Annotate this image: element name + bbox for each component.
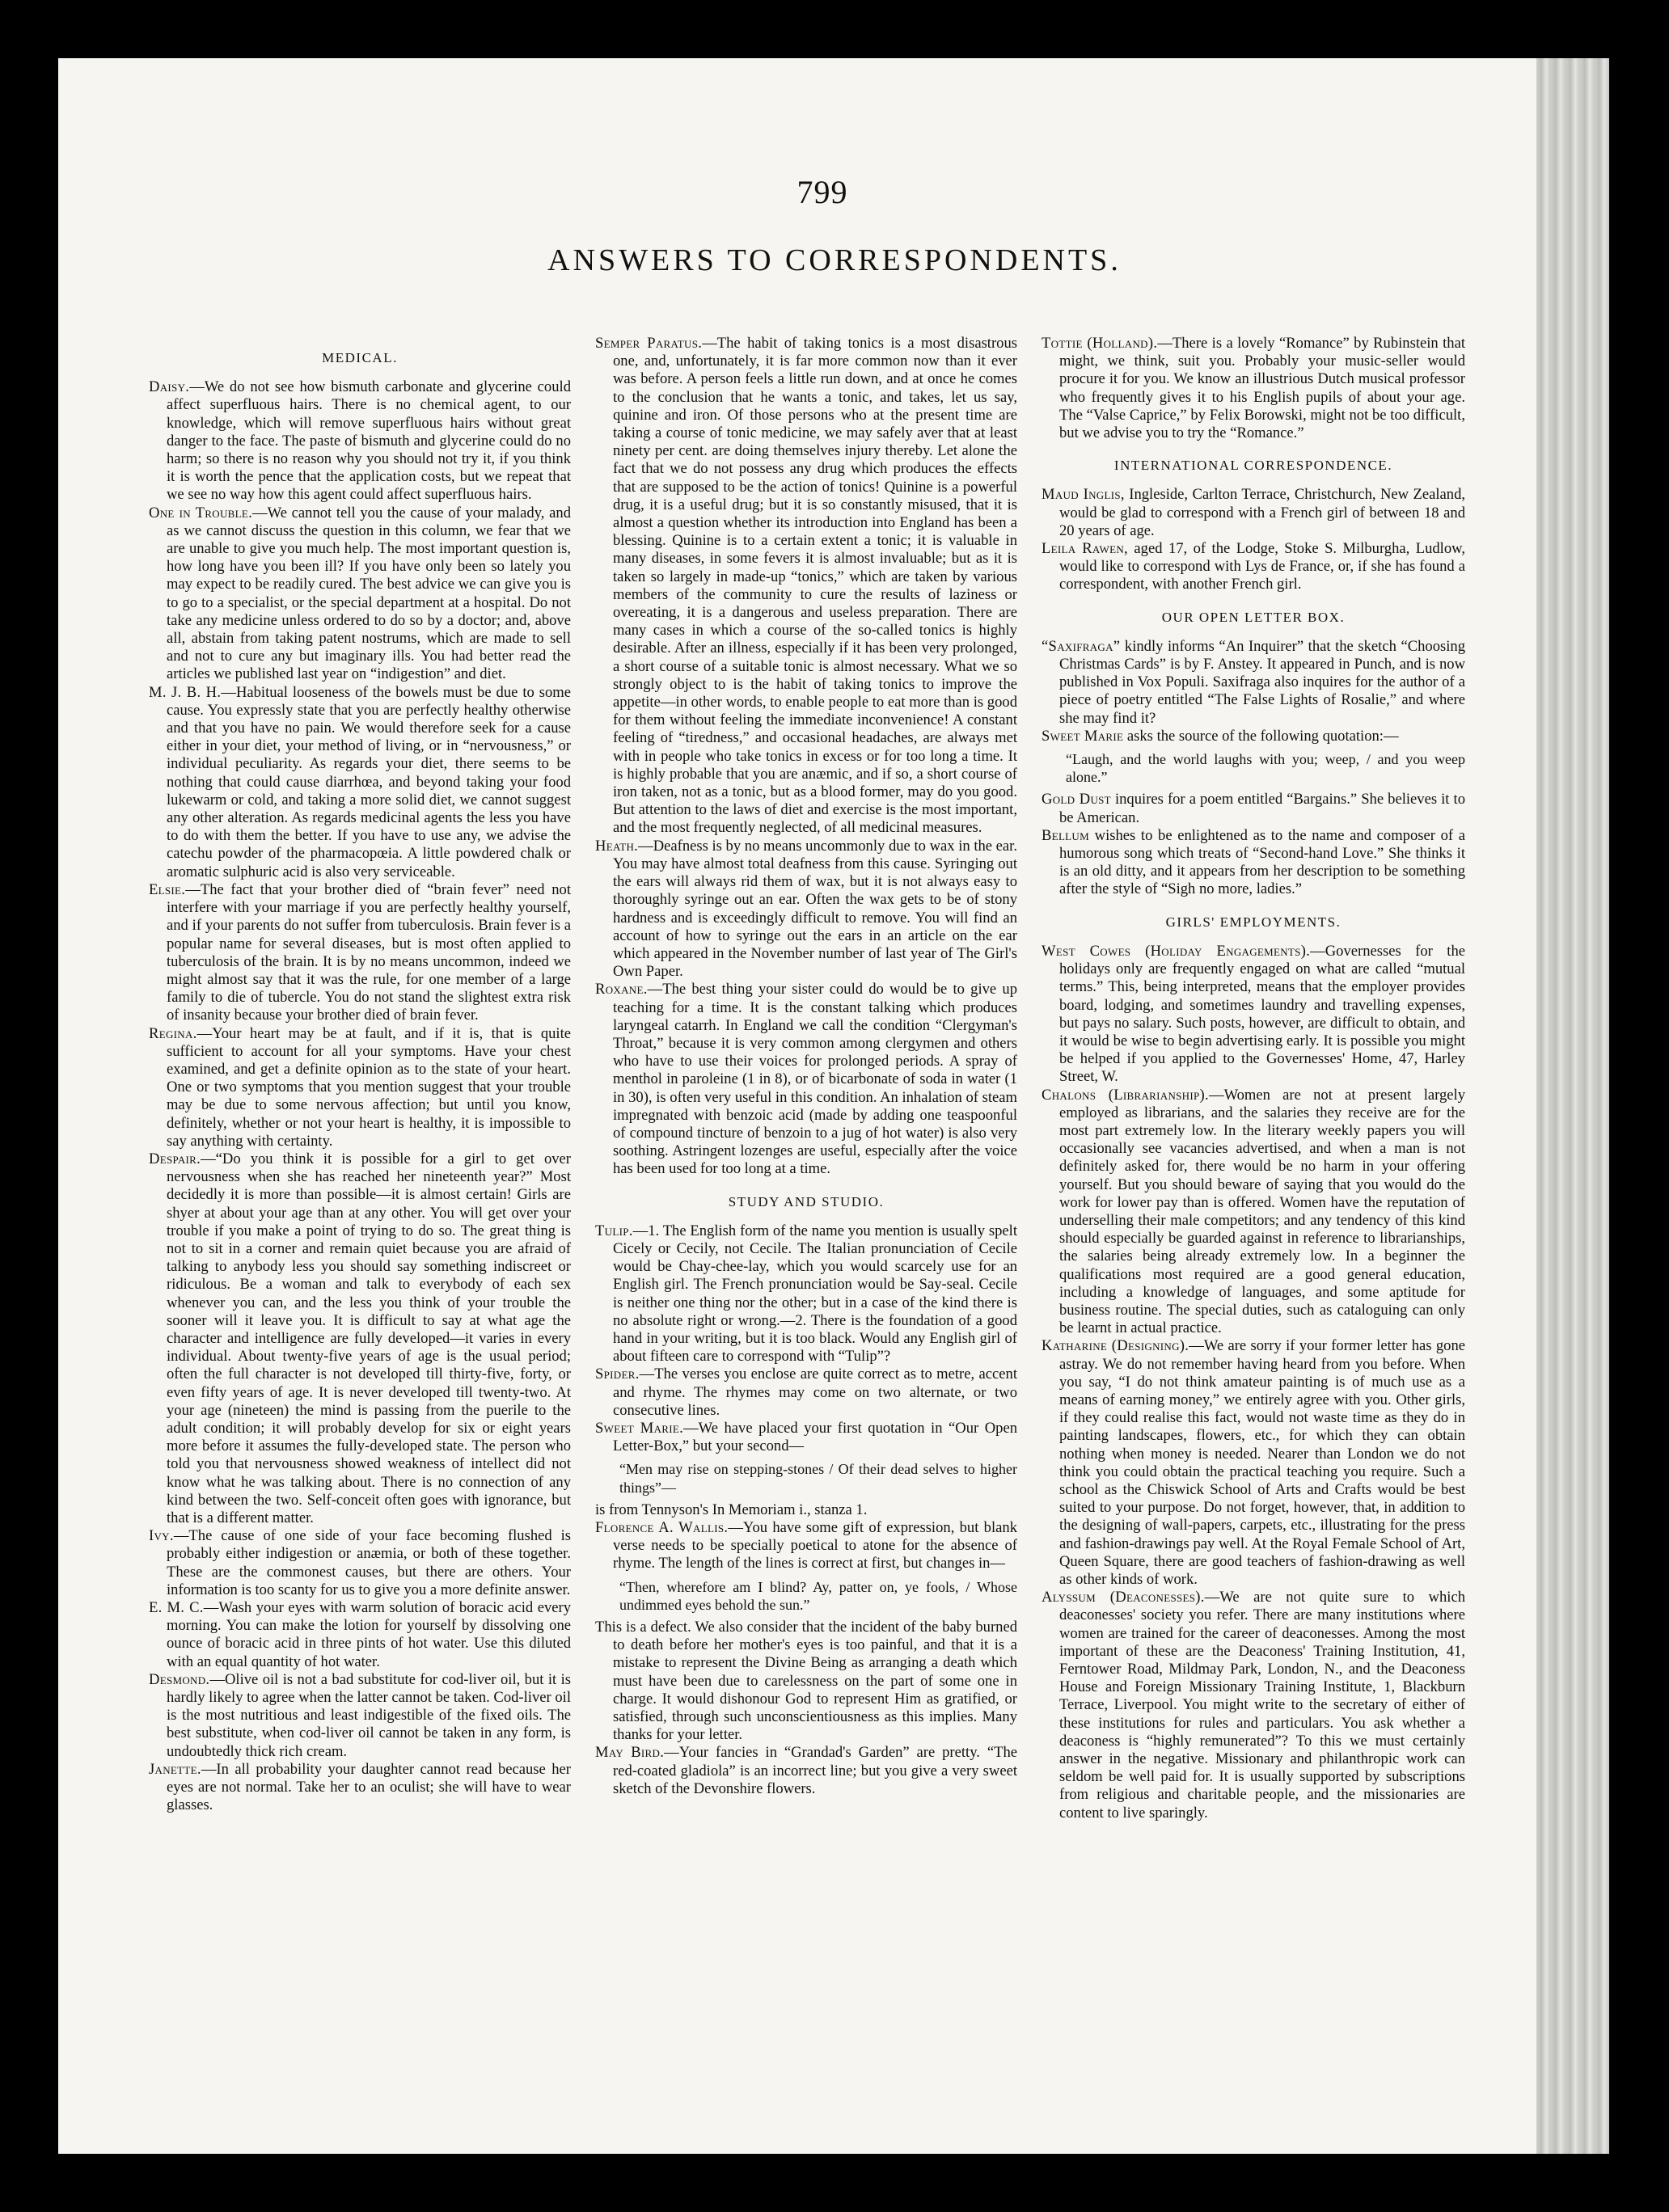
correspondent-name: Florence A. Wallis. [595,1519,729,1536]
page-edges [1536,58,1609,2154]
section-heading-study: STUDY AND STUDIO. [728,1193,885,1209]
answer-entry [1042,540,1465,594]
answer-entry [595,838,1017,981]
answer-entry [1042,1337,1465,1589]
answer-entry [595,1222,1017,1366]
column-3 [1042,335,1465,1822]
answer-text: wishes to be enlightened as to the name and composer of a humorous song which treats of “Second-hand Love.” She thinks it is an old ditty, and it appears from her description to be something after the style of “Sigh no more, ladies.” [1059,826,1465,898]
correspondent-name: Roxane. [595,981,648,998]
section-heading-letter-box: OUR OPEN LETTER BOX. [1161,609,1346,625]
answer-entry [1042,728,1465,745]
correspondent-name: Bellum [1042,826,1089,844]
correspondent-name: West Cowes (Holiday Engagements). [1042,942,1311,960]
correspondent-name: One in Trouble. [149,504,253,521]
answer-entry [1042,486,1465,540]
correspondent-name: M. J. B. H. [149,683,222,701]
correspondent-name: Despair. [149,1150,201,1167]
quotation: “Laugh, and the world laughs with you; weep, / and you weep alone.” [1066,751,1465,786]
answer-text: —The cause of one side of your face becoming flushed is probably either indigestion or anæmia, or both of these together. These are the commonest causes, but there are others. Your information is too scanty for us to give you a more definite answer. [167,1527,571,1598]
answer-entry [1042,638,1465,728]
answer-entry [595,335,1017,838]
answer-entry [149,1025,571,1150]
correspondent-name: Sweet Marie [1042,727,1124,745]
answer-entry [149,1527,571,1599]
answer-entry [149,1150,571,1527]
correspondent-name: Tottie (Holland). [1042,335,1158,352]
answer-text: asks the source of the following quotation:— [1123,727,1399,745]
answer-text: —We do not see how bismuth carbonate and glycerine could affect superfluous hairs. There is no chemical agent, to our knowledge, which will remove superfluous hairs without great danger to the face. The paste of bismuth and glycerine could do no harm; so there is no reason why you should not try it, if you think it is worth the pence that the application costs, but we repeat that we see no way how this agent could affect superfluous hairs. [167,378,571,504]
correspondent-name: Maud Inglis, [1042,486,1125,504]
quotation: “Then, wherefore am I blind? Ay, patter on, ye fools, / Whose undimmed eyes behold the sun.” [619,1578,1017,1613]
answer-text: —Your heart may be at fault, and if it is, that is quite sufficient to account for all your symptoms. Have your chest examined, and get a definite opinion as to the state of your heart. One or two symptoms that you mention suggest that your trouble may be due to some nervous affection; but until you know, definitely, whether or not your heart is healthy, it is impossible to say anything with certainty. [167,1024,571,1150]
correspondent-name: E. M. C. [149,1599,204,1617]
answer-text: kindly informs “An Inquirer” that the sketch “Choosing Christmas Cards” is by F. Anstey. It appeared in Punch, and is now published in Vox Populi. Saxifraga also inquires for the author of a piece of poetry entitled “The False Lights of Rosalie,” and where she may find it? [1059,637,1465,727]
correspondent-name: Katharine (Designing). [1042,1337,1189,1355]
answer-text: —The habit of taking tonics is a most disastrous one, and, unfortunately, it is far more common now than it ever was before. A person feels a little run down, and at once he comes to the conclusion that he wants a tonic, and takes, let us say, quinine and iron. Of those persons who at the present time are taking a course of tonic medicine, we may safely aver that at least ninety per cent. are doing themselves injury thereby. Let alone the fact that we do not possess any drug which produces the effects that are supposed to be the action of tonics! Quinine is a powerful drug, it is a useful drug; but it is so constantly misused, that it is almost a question whether its introduction into England has been a blessing. Quinine is to a certain extent a tonic; it is valuable in many diseases, in some fevers it is almost invaluable; but as it is taken so largely in made-up “tonics,” which are taken by various members of the community to cure the results of laziness or overeating, it is a dangerous and useless preparation. There are many cases in which a course of the so-called tonics is highly desirable. After an illness, especially if it has been very prolonged, a short course of a suitable tonic is almost necessary. What we so strongly object to is the habit of taking tonics to improve the appetite—in other words, to enable people to eat more than is good for them without feeling the immediate inconvenience! A constant feeling of “tiredness,” and occasional headaches, are always met with in people who take tonics in excess or for too long a time. It is highly probable that you are anæmic, and if so, a short course of iron taken, not as a tonic, but as a blood former, may do you good. But attention to the laws of diet and exercise is the most important, and the most frequently neglected, of all medicinal measures. [613,335,1017,837]
answer-entry [1042,943,1465,1087]
correspondent-name: Elsie. [149,880,186,898]
correspondent-name: Ivy. [149,1527,174,1545]
answer-entry [1042,827,1465,899]
answer-text: —Deafness is by no means uncommonly due to wax in the ear. You may have almost total deafness from this cause. Syringing out the ears will always rid them of wax, but it is not always easy to thoroughly syringe out an ear. Often the wax gets to be of stony hardness and is exceedingly difficult to remove. You will find an account of how to syringe out the ears in an article on the ear which appeared in the November number of last year of The Girl's Own Paper. [613,837,1017,981]
correspondent-name: Regina. [149,1024,197,1042]
answer-entry [149,504,571,684]
section-heading-medical: MEDICAL. [322,350,398,365]
answer-text: —Olive oil is not a bad substitute for cod-liver oil, but it is hardly likely to agree when the latter cannot be taken. Cod-liver oil is the most nutritious and least indigestible of the fixed oils. The best substitute, when cod-liver oil cannot be taken in any form, is undoubtedly thick rich cream. [167,1670,571,1760]
column-1 [149,335,571,1814]
answer-text: —We cannot tell you the cause of your malady, and as we cannot discuss the question in this column, we fear that we are unable to give you much help. The most important question is, how long have you been ill? If you have only been so lately you may expect to be readily cured. The best advice we can give you is to go to a specialist, or the special department at a hospital. Do not take any medicine unless ordered to do so by a doctor; and, above all, abstain from taking patent nostrums, which are made to sell and not to cure any but imaginary ills. You had better read the articles we published last year on “indigestion” and diet. [167,504,571,683]
answer-text: —Governesses for the holidays only are frequently engaged on what are called “mutual terms.” This, being interpreted, means that the employer provides board, lodging, and sometimes laundry and travelling expenses, but pays no salary. Such posts, however, are difficult to obtain, and it would be wise to begin advertising early. It is possible you might be helped if you applied to the Governesses' Home, 47, Harley Street, W. [1059,942,1465,1086]
answer-text: —The best thing your sister could do would be to give up teaching for a time. It is the constant talking which produces laryngeal catarrh. In England we call the condition “Clergyman's Throat,” because it is very common among clergymen and others who have to use their voices for prolonged periods. A spray of menthol in paroleine (1 in 8), or of bicarbonate of soda in water (1 in 30), is often very useful in this condition. An inhalation of steam impregnated with benzoic acid (made by adding one teaspoonful of compound tincture of benzoin to a jug of hot water) is also very soothing. Astringent lozenges are useful, especially after the voice has been used for too long at a time. [613,981,1017,1178]
correspondent-name: Chalons (Librarianship). [1042,1086,1209,1104]
correspondent-name: Leila Rawen, [1042,540,1128,558]
answer-text: —In all probability your daughter cannot read because her eyes are not normal. Take her to an oculist; she will have to wear glasses. [167,1760,571,1814]
correspondent-name: “Saxifraga” [1042,637,1121,655]
answer-text: —The fact that your brother died of “brain fever” need not interfere with your marriage if you are perfectly healthy yourself, and if your parents do not suffer from tuberculosis. Brain fever is a popular name for several diseases, but is most often applied to tuberculosis of the brain. It is by no means uncommon, indeed we might almost say that it was the rule, for one member of a large family to die of tubercle. You do not stand the slightest extra risk of insanity because your brother died of brain fever. [167,880,571,1024]
answer-entry [595,981,1017,1178]
answer-entry [1042,791,1465,826]
answer-text: —The verses you enclose are quite correct as to metre, accent and rhyme. The rhymes may come on two alternate, or two consecutive lines. [613,1366,1017,1419]
answer-entry [149,881,571,1025]
answer-text: —Your fancies in “Grandad's Garden” are pretty. “The red-coated gladiola” is an incorrect line; but you give a very sweet sketch of the Devonshire flowers. [613,1744,1017,1797]
page-number: 799 [796,174,848,210]
answer-entry [149,1761,571,1815]
correspondent-name: Tulip. [595,1222,633,1239]
answer-entry [149,1671,571,1761]
answer-entry [595,1519,1017,1573]
magazine-page [58,58,1609,2154]
correspondent-name: Desmond. [149,1670,210,1688]
answer-entry [149,684,571,881]
correspondent-name: Semper Paratus. [595,335,703,352]
correspondent-name: Heath. [595,837,639,855]
answer-text: —We are sorry if your former letter has gone astray. We do not remember having heard from you before. When you say, “I do not think amateur painting is of much use as a means of earning money,” we entirely agree with you. Other girls, if they could realise this fact, would not waste time as they do in painting landscapes, flowers, etc., for which they can obtain nothing when money is needed. Nearer than London we do not think you could obtain the practical teaching you require. Such a school as the Chiswick School of Arts and Crafts would be best suited to your purpose. Do not forget, however, that, in addition to the designing of wall-papers, carpets, etc., illustrating for the press and fashion-drawings pay well. At the Royal Female School of Art, Queen Square, there are good teachers of fashion-drawing as well as other kinds of work. [1059,1337,1465,1588]
section-heading-employments: GIRLS' EMPLOYMENTS. [1165,914,1342,930]
answer-text: —We have placed your first quotation in “Our Open Letter-Box,” but your second— [613,1419,1017,1455]
answer-text: —Habitual looseness of the bowels must be due to some cause. You expressly state that you are perfectly healthy otherwise and that you have no pain. We would therefore seek for a cause either in your diet, your method of living, or in “nervousness,” or individual peculiarity. As regards your diet, there seems to be nothing that could cause diarrhœa, and beyond taking your food lukewarm or cold, and taking a more solid diet, we cannot suggest any other alteration. As regards medicinal agents the less you have to do with them the better. If you have to use any, we advise the catechu powder of the pharmacopœia. A little powdered chalk or aromatic sulphuric acid is also very serviceable. [167,683,571,880]
answer-entry [595,1366,1017,1420]
answer-continuation: This is a defect. We also consider that the incident of the baby burned to death before her mother's eyes is too painful, and that it is a mistake to represent the Divine Being as arranging a death which must have been due to carelessness on the part of some one in charge. It would dishonour God to represent Him as gratified, or satisfied, through such unconscientiousness as this implies. Many thanks for your letter. [595,1619,1017,1744]
correspondent-name: Alyssum (Deaconesses). [1042,1589,1205,1606]
correspondent-name: May Bird. [595,1744,665,1762]
answer-entry [1042,335,1465,442]
answer-entry [595,1744,1017,1798]
answer-text: —There is a lovely “Romance” by Rubinstein that might, we think, suit you. Probably your music-seller would procure it for you. We know an illustrious Dutch musical professor who frequently gives it to his English pupils of about your age. The “Valse Caprice,” by Felix Borowski, might not be too difficult, but we advise you to try the “Romance.” [1059,335,1466,442]
answer-text: aged 17, of the Lodge, Stoke S. Milburgha, Ludlow, would like to correspond with Lys de France, or, if she has found a correspondent, with another French girl. [1059,540,1466,593]
answer-text: Ingleside, Carlton Terrace, Christchurch, New Zealand, would be glad to correspond with a French girl of between 18 and 20 years of age. [1059,486,1466,539]
answer-entry [1042,1087,1465,1338]
answer-text: —“Do you think it is possible for a girl to get over nervousness when she has reached her nineteenth year?” Most decidedly it is more than possible—it is almost certain! Girls are shyer at about your age than at any other. You will get over your trouble if you make a point of trying to do so. The great thing is not to sit in a corner and remain quiet because you are afraid of talking to anybody less you should say something indiscreet or ridiculous. Be a woman and talk to everybody of each sex whenever you can, and the less you think of your trouble the sooner will it leave you. It is difficult to say at what age the character and intelligence are fully developed—it varies in every individual. About twenty-five years of age is the usual period; often the full character is not developed till thirty-five, forty, or even fifty years of age. It is never developed till twenty-two. At your age (nineteen) the mind is passing from the puerile to the adult condition; it will probably develop for six or eight years more before it assumes the fully-developed state. The person who told you that nervousness showed weakness of intellect did not know what he was talking about. There is no connection of any kind between the two. Self-conceit often goes with ignorance, but that is a different matter. [167,1150,571,1526]
answer-text: —Women are not at present largely employed as librarians, and the salaries they receive are for the most part extremely low. In the literary weekly papers you will occasionally see vacancies advertised, and when a man is not definitely asked for, there would be no harm in your offering yourself. But you should beware of saying that you would do the work for lower pay than is offered. Women have the reputation of underselling their male competitors; and any tendency of this kind should especially be guarded against in reference to librarianships, the salaries being already extremely low. In a beginner the qualifications most required are a good general education, including a knowledge of languages, and some aptitude for business routine. The special duties, such as cataloguing can only be learnt in actual practice. [1059,1086,1465,1337]
correspondent-name: Gold Dust [1042,791,1111,808]
answer-text: —Wash your eyes with warm solution of boracic acid every morning. You can make the lotion for yourself by dissolving one ounce of boracic acid in three pints of hot water. Use this diluted with an equal quantity of hot water. [167,1599,571,1670]
answer-entry [149,1599,571,1671]
page-title: ANSWERS TO CORRESPONDENTS. [547,243,1122,277]
answer-entry [149,378,571,504]
answer-text: —You have some gift of expression, but blank verse needs to be specially poetical to atone for the absence of rhyme. The length of the lines is correct at first, but changes in— [613,1519,1017,1572]
section-heading-international: INTERNATIONAL CORRESPONDENCE. [1113,458,1393,474]
answer-text: inquires for a poem entitled “Bargains.” She believes it to be American. [1059,791,1465,826]
answer-text: —1. The English form of the name you mention is usually spelt Cicely or Cecily, not Cecile. The Italian pronunciation of Cecile would be Chay-chee-lay, which you would scarcely use for an English girl. The French pronunciation would be Say-seal. Cecile is neither one thing nor the other; but in a case of the kind there is no absolute right or wrong.—2. There is the foundation of a good hand in your writing, but it is too black. Would any English girl of about fifteen care to correspond with “Tulip”? [613,1222,1017,1366]
quotation: “Men may rise on stepping-stones / Of their dead selves to higher things”— [619,1461,1017,1496]
column-2 [595,335,1017,1798]
answer-text: —We are not quite sure to which deaconesses' society you refer. There are many institutions where women are trained for the career of deaconesses. Among the most important of these are the Deaconess' Training Institution, 41, Ferntower Road, Mildmay Park, London, N., and the Deaconess House and Foreign Missionary Training Institute, 1, Blackburn Terrace, Liverpool. You might write to the secretary of either of these institutions for rules and particulars. You ask whether a deaconess is “highly remunerated”? To this we must certainly answer in the negative. Missionary and philanthropic work can seldom be well paid for. It is usually supported by subscriptions from religious and charitable people, and the missionaries are content to live sparingly. [1059,1589,1465,1822]
correspondent-name: Sweet Marie. [595,1419,684,1437]
answer-continuation: is from Tennyson's In Memoriam i., stanza 1. [595,1501,868,1518]
correspondent-name: Janette. [149,1760,201,1778]
correspondent-name: Daisy. [149,378,190,396]
answer-entry [1042,1589,1465,1822]
correspondent-name: Spider. [595,1366,640,1383]
answer-entry [595,1420,1017,1455]
